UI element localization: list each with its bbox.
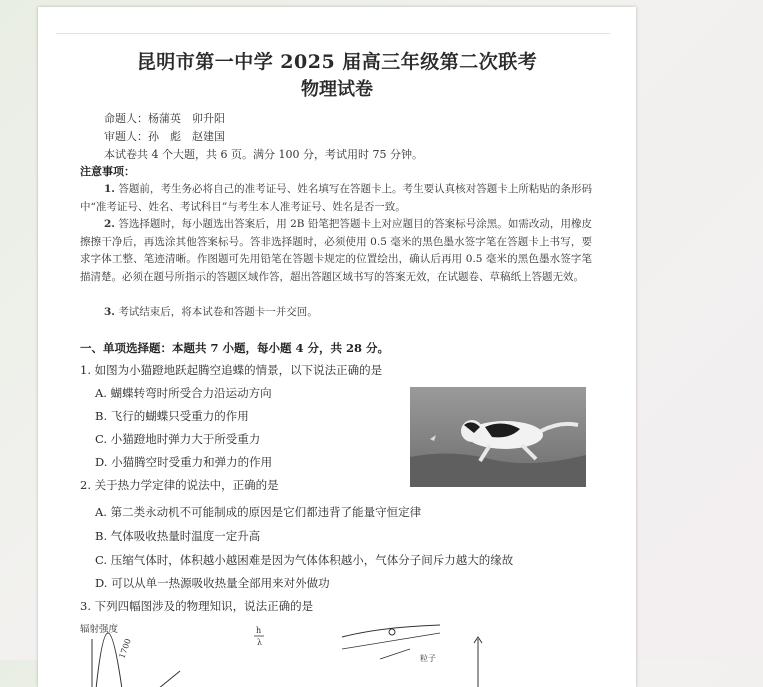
section-title: 一、单项选择题：本题共 7 小题，每小题 4 分，共 28 分。	[80, 341, 390, 355]
author-line: 命题人：杨蒲英 卯升阳	[104, 112, 225, 125]
notice-text: 答题前，考生务必将自己的准考证号、姓名填写在答题卡上。考生要认真核对答题卡上所粘贴的条形码中“准考证号、姓名、考试科目”与考生本人准考证号、姓名是否一致。	[80, 183, 593, 213]
cat-butterfly-photo	[410, 387, 586, 487]
notice-text: 答选择题时，每小题选出答案后，用 2B 铅笔把答题卡上对应题目的答案标号涂黑。如需改动，用橡皮擦擦干净后，再选涂其他答案标号。答非选择题时，必须使用 0.5 毫米的黑色墨水签字笔在答题卡上书写，要求字体工整、笔迹清晰。作图题可先用铅笔在答题卡规定的位置绘出，确认后再用 0.5 毫米的黑色墨水签字笔描清楚。必须在题号所指示的答题区域作答，超出答题区域书写的答案无效，在试题卷、草稿纸上答题无效。	[80, 218, 592, 283]
summary-line: 本试卷共 4 个大题，共 6 页。满分 100 分，考试用时 75 分钟。	[104, 148, 423, 161]
question-2-option-d: D. 可以从单一热源吸收热量全部用来对外做功	[95, 576, 330, 590]
question-1-option-d: D. 小猫腾空时受重力和弹力的作用	[95, 455, 273, 469]
notice-number: 1.	[104, 183, 115, 195]
question-2-option-c: C. 压缩气体时，体积越小越困难是因为气体体积越小，气体分子间斥力越大的缘故	[95, 553, 514, 567]
exam-subtitle: 物理试卷	[301, 79, 373, 100]
notice-text: 考试结束后，将本试卷和答题卡一并交回。	[118, 306, 318, 318]
reviewer-line: 审题人：孙 彪 赵建国	[104, 130, 225, 143]
question-2-option-b: B. 气体吸收热量时温度一定升高	[95, 529, 261, 543]
exam-title: 昆明市第一中学 2025 届高三年级第二次联考	[136, 51, 538, 73]
question-2-option-a: A. 第二类永动机不可能制成的原因是它们都违背了能量守恒定律	[95, 505, 422, 519]
question-1-option-c: C. 小猫蹬地时弹力大于所受重力	[95, 432, 261, 446]
radiation-intensity-label: 辐射强度	[80, 624, 119, 635]
question-2-stem: 2. 关于热力学定律的说法中，正确的是	[80, 478, 279, 492]
notice-heading: 注意事项：	[80, 165, 135, 178]
question-3-stem: 3. 下列四幅图涉及的物理知识，说法正确的是	[80, 599, 314, 613]
question-1-option-b: B. 飞行的蝴蝶只受重力的作用	[95, 409, 249, 423]
notice-3	[80, 304, 592, 322]
question-3-figures	[80, 619, 600, 687]
question-1-stem: 1. 如图为小猫蹬地跃起腾空追蝶的情景，以下说法正确的是	[80, 363, 383, 377]
question-1-option-a: A. 蝴蝶转弯时所受合力沿运动方向	[95, 386, 272, 400]
temperature-mark: 1700	[117, 637, 133, 660]
planck-mark: h	[256, 626, 262, 635]
top-rule	[56, 33, 610, 34]
exam-page	[38, 7, 636, 687]
notice-number: 2.	[104, 218, 115, 230]
notice-number: 3.	[104, 306, 115, 318]
particle-mark: 粒子	[420, 654, 436, 663]
notice-2	[80, 216, 592, 286]
cat-photo-illustration	[410, 387, 586, 487]
notice-1	[80, 181, 592, 216]
wavelength-mark: λ	[257, 638, 263, 647]
